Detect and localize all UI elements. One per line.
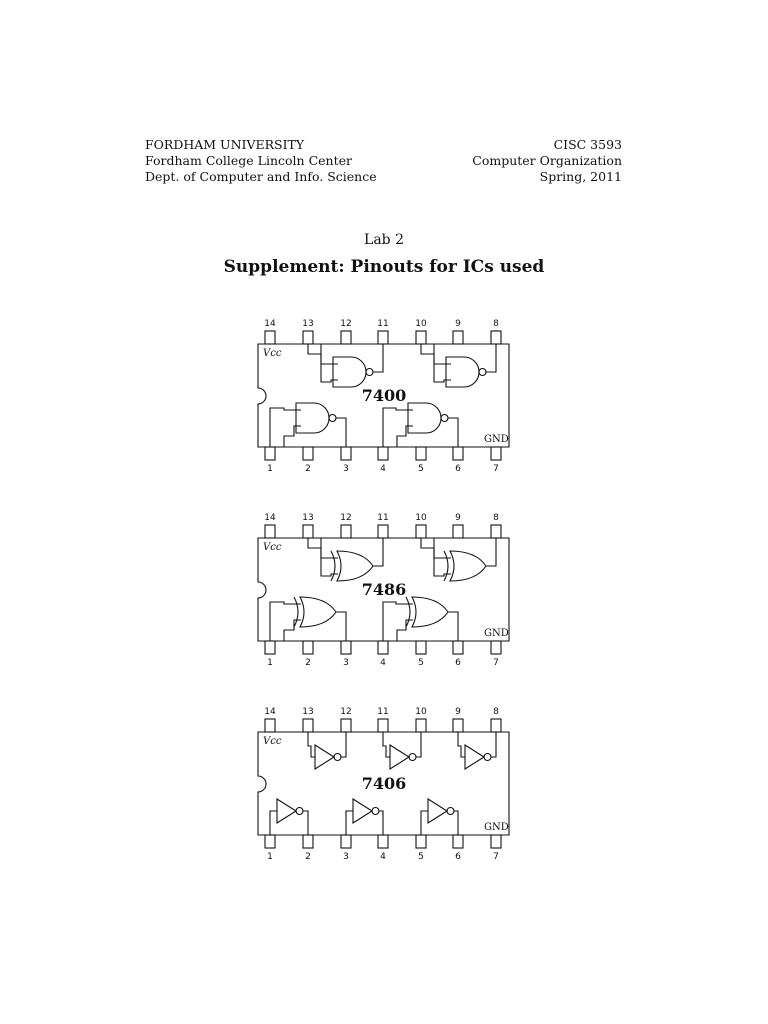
inverter-body [353,799,372,823]
wire [448,418,458,447]
pin-number: 9 [455,707,461,717]
wire [448,612,458,641]
xor-gate-body [450,551,486,581]
xor-input-arc [444,551,448,581]
pin-12 [341,719,351,732]
pin-2 [303,641,313,654]
pin-9 [453,331,463,344]
pin-3 [341,835,351,848]
pin-number: 1 [267,852,273,862]
wire [486,538,496,566]
xor-input-arc [406,597,410,627]
pin-9 [453,525,463,538]
pin-8 [491,525,501,538]
inverter-body [465,745,484,769]
wire [346,811,353,835]
ic-chip-7406 [258,707,509,862]
wire [321,538,338,576]
xor-gate-body [412,597,448,627]
pin-number: 8 [493,513,499,523]
vcc-label: Vcc [263,348,282,359]
part-number: 7400 [361,386,407,405]
pin-number: 14 [264,319,276,329]
part-number: 7406 [361,774,407,793]
pin-5 [416,641,426,654]
inverter-body [428,799,447,823]
pin-14 [265,331,275,344]
inversion-bubble [296,808,303,815]
inverter-body [315,745,334,769]
part-number: 7486 [361,580,407,599]
pin-number: 11 [377,319,389,329]
wire [373,344,383,372]
pin-number: 5 [418,852,424,862]
gnd-label: GND [484,434,509,445]
pin-6 [453,447,463,460]
pin-number: 4 [380,464,386,474]
pin-11 [378,331,388,344]
pin-number: 10 [415,513,427,523]
wire [421,538,451,558]
college-name: Fordham College Lincoln Center [145,153,352,168]
pin-number: 12 [340,319,352,329]
pin-4 [378,447,388,460]
pin-6 [453,641,463,654]
wire [341,732,346,757]
page-title: Supplement: Pinouts for ICs used [223,257,545,277]
pin-number: 13 [302,707,314,717]
pin-13 [303,331,313,344]
pin-number: 14 [264,513,276,523]
inversion-bubble [334,754,341,761]
pin-number: 9 [455,319,461,329]
pin-number: 12 [340,707,352,717]
wire [270,811,277,835]
pin-number: 9 [455,513,461,523]
pin-7 [491,447,501,460]
pin-12 [341,331,351,344]
pin-12 [341,525,351,538]
wire [416,732,421,757]
wire [321,344,338,382]
nand-gate-body [296,403,329,433]
nand-gate-body [408,403,441,433]
inverter-body [390,745,409,769]
pin-number: 1 [267,464,273,474]
ic-chip-7400 [258,319,509,474]
wire [373,538,383,566]
gnd-label: GND [484,628,509,639]
xor-gate-body [300,597,336,627]
vcc-label: Vcc [263,542,282,553]
pin-3 [341,641,351,654]
wire [397,426,413,447]
pin-number: 8 [493,707,499,717]
inversion-bubble [409,754,416,761]
xor-input-arc [294,597,298,627]
wire [336,418,346,447]
pin-number: 11 [377,513,389,523]
pin-number: 5 [418,464,424,474]
pin-3 [341,447,351,460]
inversion-bubble [484,754,491,761]
pin-number: 8 [493,319,499,329]
pin-number: 7 [493,658,499,668]
pin-number: 3 [343,852,349,862]
pin-number: 5 [418,658,424,668]
wire [434,344,451,382]
pin-7 [491,641,501,654]
pin-11 [378,525,388,538]
wire [434,538,451,576]
pin-number: 7 [493,852,499,862]
pin-number: 10 [415,319,427,329]
wire [284,620,301,641]
pin-10 [416,331,426,344]
pin-number: 6 [455,658,461,668]
pin-number: 1 [267,658,273,668]
pin-number: 12 [340,513,352,523]
pin-7 [491,835,501,848]
pin-13 [303,525,313,538]
inverter-body [277,799,296,823]
pin-8 [491,719,501,732]
wire [397,620,413,641]
inversion-bubble [366,369,373,376]
wire [421,811,428,835]
xor-gate-body [337,551,373,581]
pin-number: 2 [305,852,311,862]
nand-gate-body [333,357,366,387]
wire [308,538,338,558]
department-name: Dept. of Computer and Info. Science [145,169,377,184]
pin-2 [303,835,313,848]
wire [486,344,496,372]
pin-number: 3 [343,464,349,474]
vcc-label: Vcc [263,736,282,747]
pin-number: 4 [380,852,386,862]
wire [308,732,315,757]
pin-number: 14 [264,707,276,717]
pin-9 [453,719,463,732]
inversion-bubble [447,808,454,815]
pin-1 [265,447,275,460]
university-name: FORDHAM UNIVERSITY [145,137,305,152]
pin-number: 10 [415,707,427,717]
pin-number: 2 [305,658,311,668]
wire [491,732,496,757]
pin-1 [265,641,275,654]
pin-number: 6 [455,852,461,862]
wire [454,811,458,835]
pin-number: 6 [455,464,461,474]
nand-gate-body [446,357,479,387]
wire [284,426,301,447]
pin-number: 2 [305,464,311,474]
inversion-bubble [479,369,486,376]
pin-number: 13 [302,513,314,523]
semester: Spring, 2011 [539,169,622,184]
pin-number: 4 [380,658,386,668]
pin-2 [303,447,313,460]
pin-10 [416,719,426,732]
pin-4 [378,835,388,848]
pin-11 [378,719,388,732]
wire [383,732,390,757]
pin-1 [265,835,275,848]
pin-number: 11 [377,707,389,717]
pin-8 [491,331,501,344]
course-number: CISC 3593 [553,137,622,152]
pin-10 [416,525,426,538]
gnd-label: GND [484,822,509,833]
inversion-bubble [372,808,379,815]
pin-number: 13 [302,319,314,329]
pin-4 [378,641,388,654]
wire [379,811,383,835]
pin-6 [453,835,463,848]
inversion-bubble [329,415,336,422]
wire [458,732,465,757]
ic-chip-7486 [258,513,509,668]
course-name: Computer Organization [472,153,622,168]
pin-number: 7 [493,464,499,474]
pin-number: 3 [343,658,349,668]
lab-heading: Lab 2 [364,232,404,248]
pin-5 [416,447,426,460]
pin-14 [265,719,275,732]
inversion-bubble [441,415,448,422]
xor-input-arc [331,551,335,581]
pin-14 [265,525,275,538]
wire [336,612,346,641]
pin-5 [416,835,426,848]
wire [303,811,308,835]
pin-13 [303,719,313,732]
